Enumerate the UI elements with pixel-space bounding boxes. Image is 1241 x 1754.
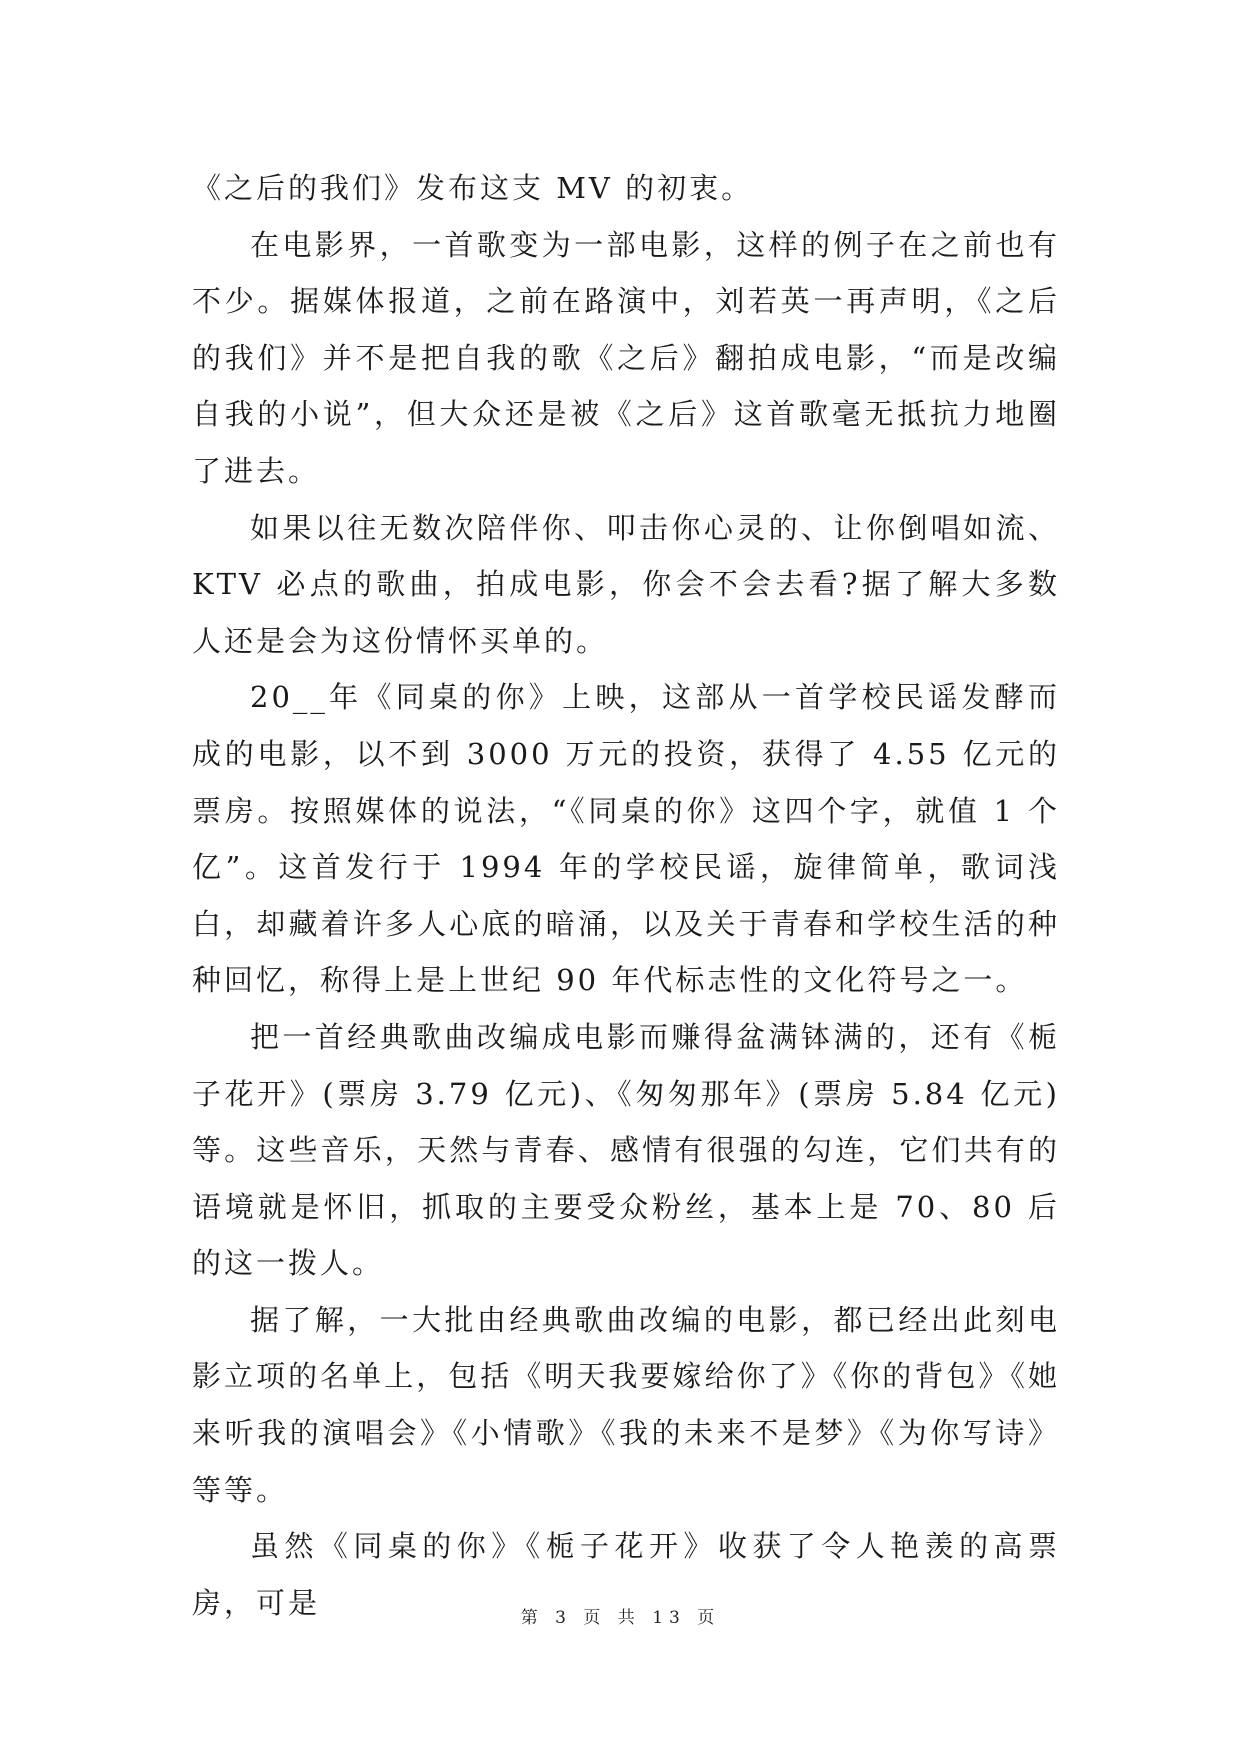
paragraph-5: 把一首经典歌曲改编成电影而赚得盆满钵满的，还有《栀子花开》(票房 3.79 亿元)、《匆匆那年》(票房 5.84 亿元)等。这些音乐，天然与青春、感情有很强的勾连，它们共有的语境就是怀旧，抓取的主要受众粉丝，基本上是 70、80 后的这一拨人。 [192,1019,1060,1281]
paragraph-4: 20__年《同桌的你》上映，这部从一首学校民谣发酵而成的电影，以不到 3000 万元的投资，获得了 4.55 亿元的票房。按照媒体的说法，“《同桌的你》这四个字，就值 1 个亿”。这首发行于 1994 年的学校民谣，旋律简单，歌词浅白，却藏着许多人心底的暗涌，以及关于青春和学校生活的种种回忆，称得上是上世纪 90 年代标志性的文化符号之一。 [192,680,1060,998]
page-number-footer: 第 3 页 共 13 页 [520,1608,721,1628]
document-body [192,160,1060,1631]
paragraph-3: 如果以往无数次陪伴你、叩击你心灵的、让你倒唱如流、KTV 必点的歌曲，拍成电影，你会不会去看?据了解大多数人还是会为这份情怀买单的。 [192,510,1060,658]
paragraph-1: 《之后的我们》发布这支 MV 的初衷。 [192,171,754,205]
paragraph-6: 据了解，一大批由经典歌曲改编的电影，都已经出此刻电影立项的名单上，包括《明天我要嫁给你了》《你的背包》《她来听我的演唱会》《小情歌》《我的未来不是梦》《为你写诗》等等。 [192,1302,1060,1507]
paragraph-7: 虽然《同桌的你》《栀子花开》收获了令人艳羡的高票房，可是 [192,1529,1060,1620]
paragraph-2: 在电影界，一首歌变为一部电影，这样的例子在之前也有不少。据媒体报道，之前在路演中，刘若英一再声明，《之后的我们》并不是把自我的歌《之后》翻拍成电影，“而是改编自我的小说”，但大众还是被《之后》这首歌毫无抵抗力地圈了进去。 [192,227,1060,488]
